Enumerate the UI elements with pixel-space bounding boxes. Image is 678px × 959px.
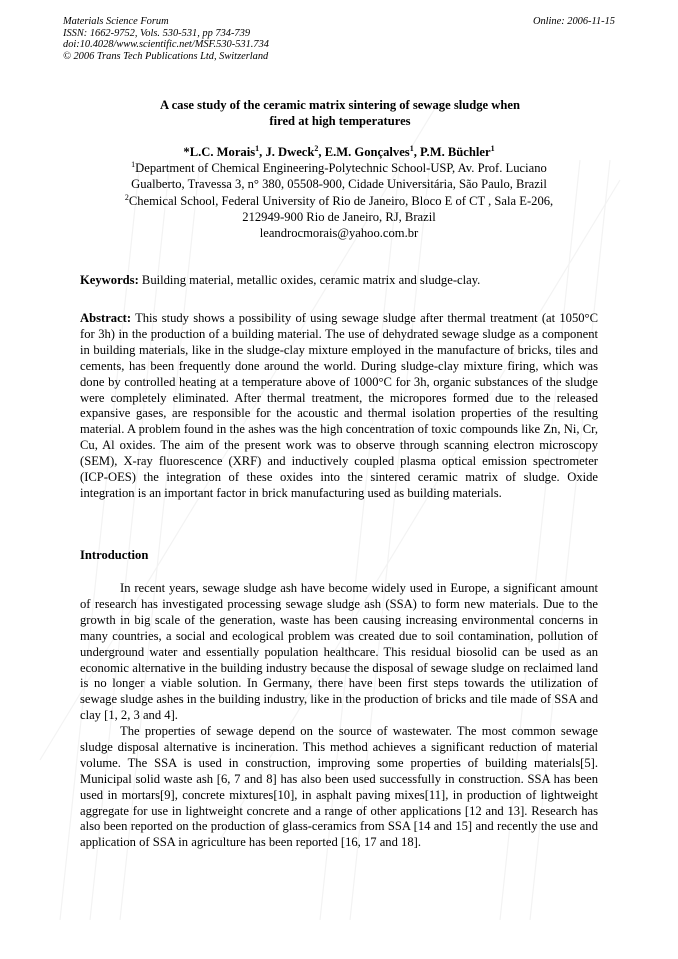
author-4: , P.M. Büchler bbox=[413, 145, 491, 159]
affiliation-1 bbox=[80, 160, 598, 176]
keywords-text: Building material, metallic oxides, ceramic matrix and sludge-clay. bbox=[138, 273, 481, 287]
doi-line[interactable]: doi:10.4028/www.scientific.net/MSF.530-531.734 bbox=[63, 39, 269, 51]
keywords-paragraph bbox=[80, 273, 598, 289]
affiliation-2-line-2: 212949-900 Rio de Janeiro, RJ, Brazil bbox=[242, 209, 436, 224]
introduction-paragraph-1 bbox=[80, 581, 598, 724]
affiliation-2-line-1: Chemical School, Federal University of Rio de Janeiro, Bloco E of CT , Sala E-206, bbox=[128, 193, 554, 208]
page-header bbox=[63, 16, 615, 62]
title-line-1: A case study of the ceramic matrix sintering of sewage sludge when bbox=[160, 98, 520, 112]
introduction-p1-text: In recent years, sewage sludge ash have become widely used in Europe, a significant amount of research has investigated processing sewage sludge ash (SSA) to form new materials. Due to the growth in big scale of the generation, waste has been causing increasing environmental concerns in many countries, a social and ecological problem was created due to soil contamination, pollution of underground water and essentially population healthcare. This residual biosolid can be used as an economic alternative in the building industry because the disposal of sewage sludge on reclaimed land is no longer a viable solution. In Germany, there have been first steps towards the utilization of sewage sludge ashes in the building industry, like in the production of bricks and tile made of SSA and clay [1, 2, 3 and 4]. bbox=[80, 581, 598, 723]
author-3-sup: 1 bbox=[409, 143, 414, 153]
affiliation-2-sup: 2 bbox=[124, 192, 129, 202]
abstract-label: Abstract: bbox=[80, 311, 132, 325]
keywords-label: Keywords: bbox=[80, 273, 139, 287]
author-names bbox=[80, 144, 598, 160]
title-line-2: fired at high temperatures bbox=[269, 114, 411, 128]
author-2-sup: 2 bbox=[314, 143, 319, 153]
introduction-p2-text: The properties of sewage depend on the source of wastewater. The most common sewage sludge disposal alternative is incineration. This method achieves a significant reduction of material volume. The SSA is used in construction, improving some properties of building materials[5]. Municipal solid waste ash [6, 7 and 8] has also been used successfully in construction. SSA has been used in mortars[9], concrete mixtures[10], in asphalt paving mixes[11], in production of lightweight aggregate for use in lightweight concrete and a range of other applications [12 and 13]. Research has also been reported on the production of glass-ceramics from SSA [14 and 15] and recently the use and application of SSA in agriculture has been reported [16, 17 and 18]. bbox=[80, 724, 598, 850]
author-4-sup: 1 bbox=[490, 143, 495, 153]
affiliation-2 bbox=[80, 193, 598, 209]
journal-name: Materials Science Forum bbox=[63, 16, 169, 27]
abstract-paragraph bbox=[80, 311, 598, 502]
issn-line: ISSN: 1662-9752, Vols. 530-531, pp 734-739 bbox=[63, 27, 251, 39]
paper-title bbox=[90, 97, 590, 129]
affiliation-1-line-1: Department of Chemical Engineering-Polytechnic School-USP, Av. Prof. Luciano bbox=[135, 161, 547, 176]
author-1: *L.C. Morais bbox=[183, 145, 256, 159]
copyright-line: © 2006 Trans Tech Publications Ltd, Switzerland bbox=[63, 50, 269, 62]
author-2: , J. Dweck bbox=[259, 145, 315, 159]
affiliation-1-line-2: Gualberto, Travessa 3, n° 380, 05508-900, Cidade Universitária, São Paulo, Brazil bbox=[131, 177, 547, 192]
author-3: , E.M. Gonçalves bbox=[318, 145, 410, 159]
introduction-heading: Introduction bbox=[80, 548, 149, 562]
introduction-paragraph-2 bbox=[80, 724, 598, 851]
affiliation-1-sup: 1 bbox=[131, 160, 136, 170]
author-1-sup: 1 bbox=[255, 143, 260, 153]
online-date: Online: 2006-11-15 bbox=[532, 16, 615, 27]
author-email[interactable]: leandrocmorais@yahoo.com.br bbox=[259, 226, 419, 241]
abstract-text: This study shows a possibility of using sewage sludge after thermal treatment (at 1050°C for 3h) in the production of a building material. The use of dehydrated sewage sludge as a component in building materials, like in the sludge-clay mixture employed in the manufacture of bricks, tiles and cements, has been frequently done around the world. During sludge-clay mixture firing, which was done by controlled heating at a temperature above of 1000°C for 3h, organic substances of the sludge were completely eliminated. After thermal treatment, the micropores formed due to the released expansive gases, are responsible for the acoustic and thermal isolation properties of the resulting material. A problem found in the ashes was the high concentration of toxic compounds like Zn, Ni, Cr, Cu, Al oxides. The aim of the present work was to observe through scanning electron microscopy (SEM), X-ray fluorescence (XRF) and inductively coupled plasma optical emission spectrometer (ICP-OES) the integration of these oxides into the sintered ceramic matrix of sludge. Oxide integration is an important factor in brick manufacturing used as building materials. bbox=[80, 311, 598, 500]
author-block bbox=[80, 144, 598, 241]
